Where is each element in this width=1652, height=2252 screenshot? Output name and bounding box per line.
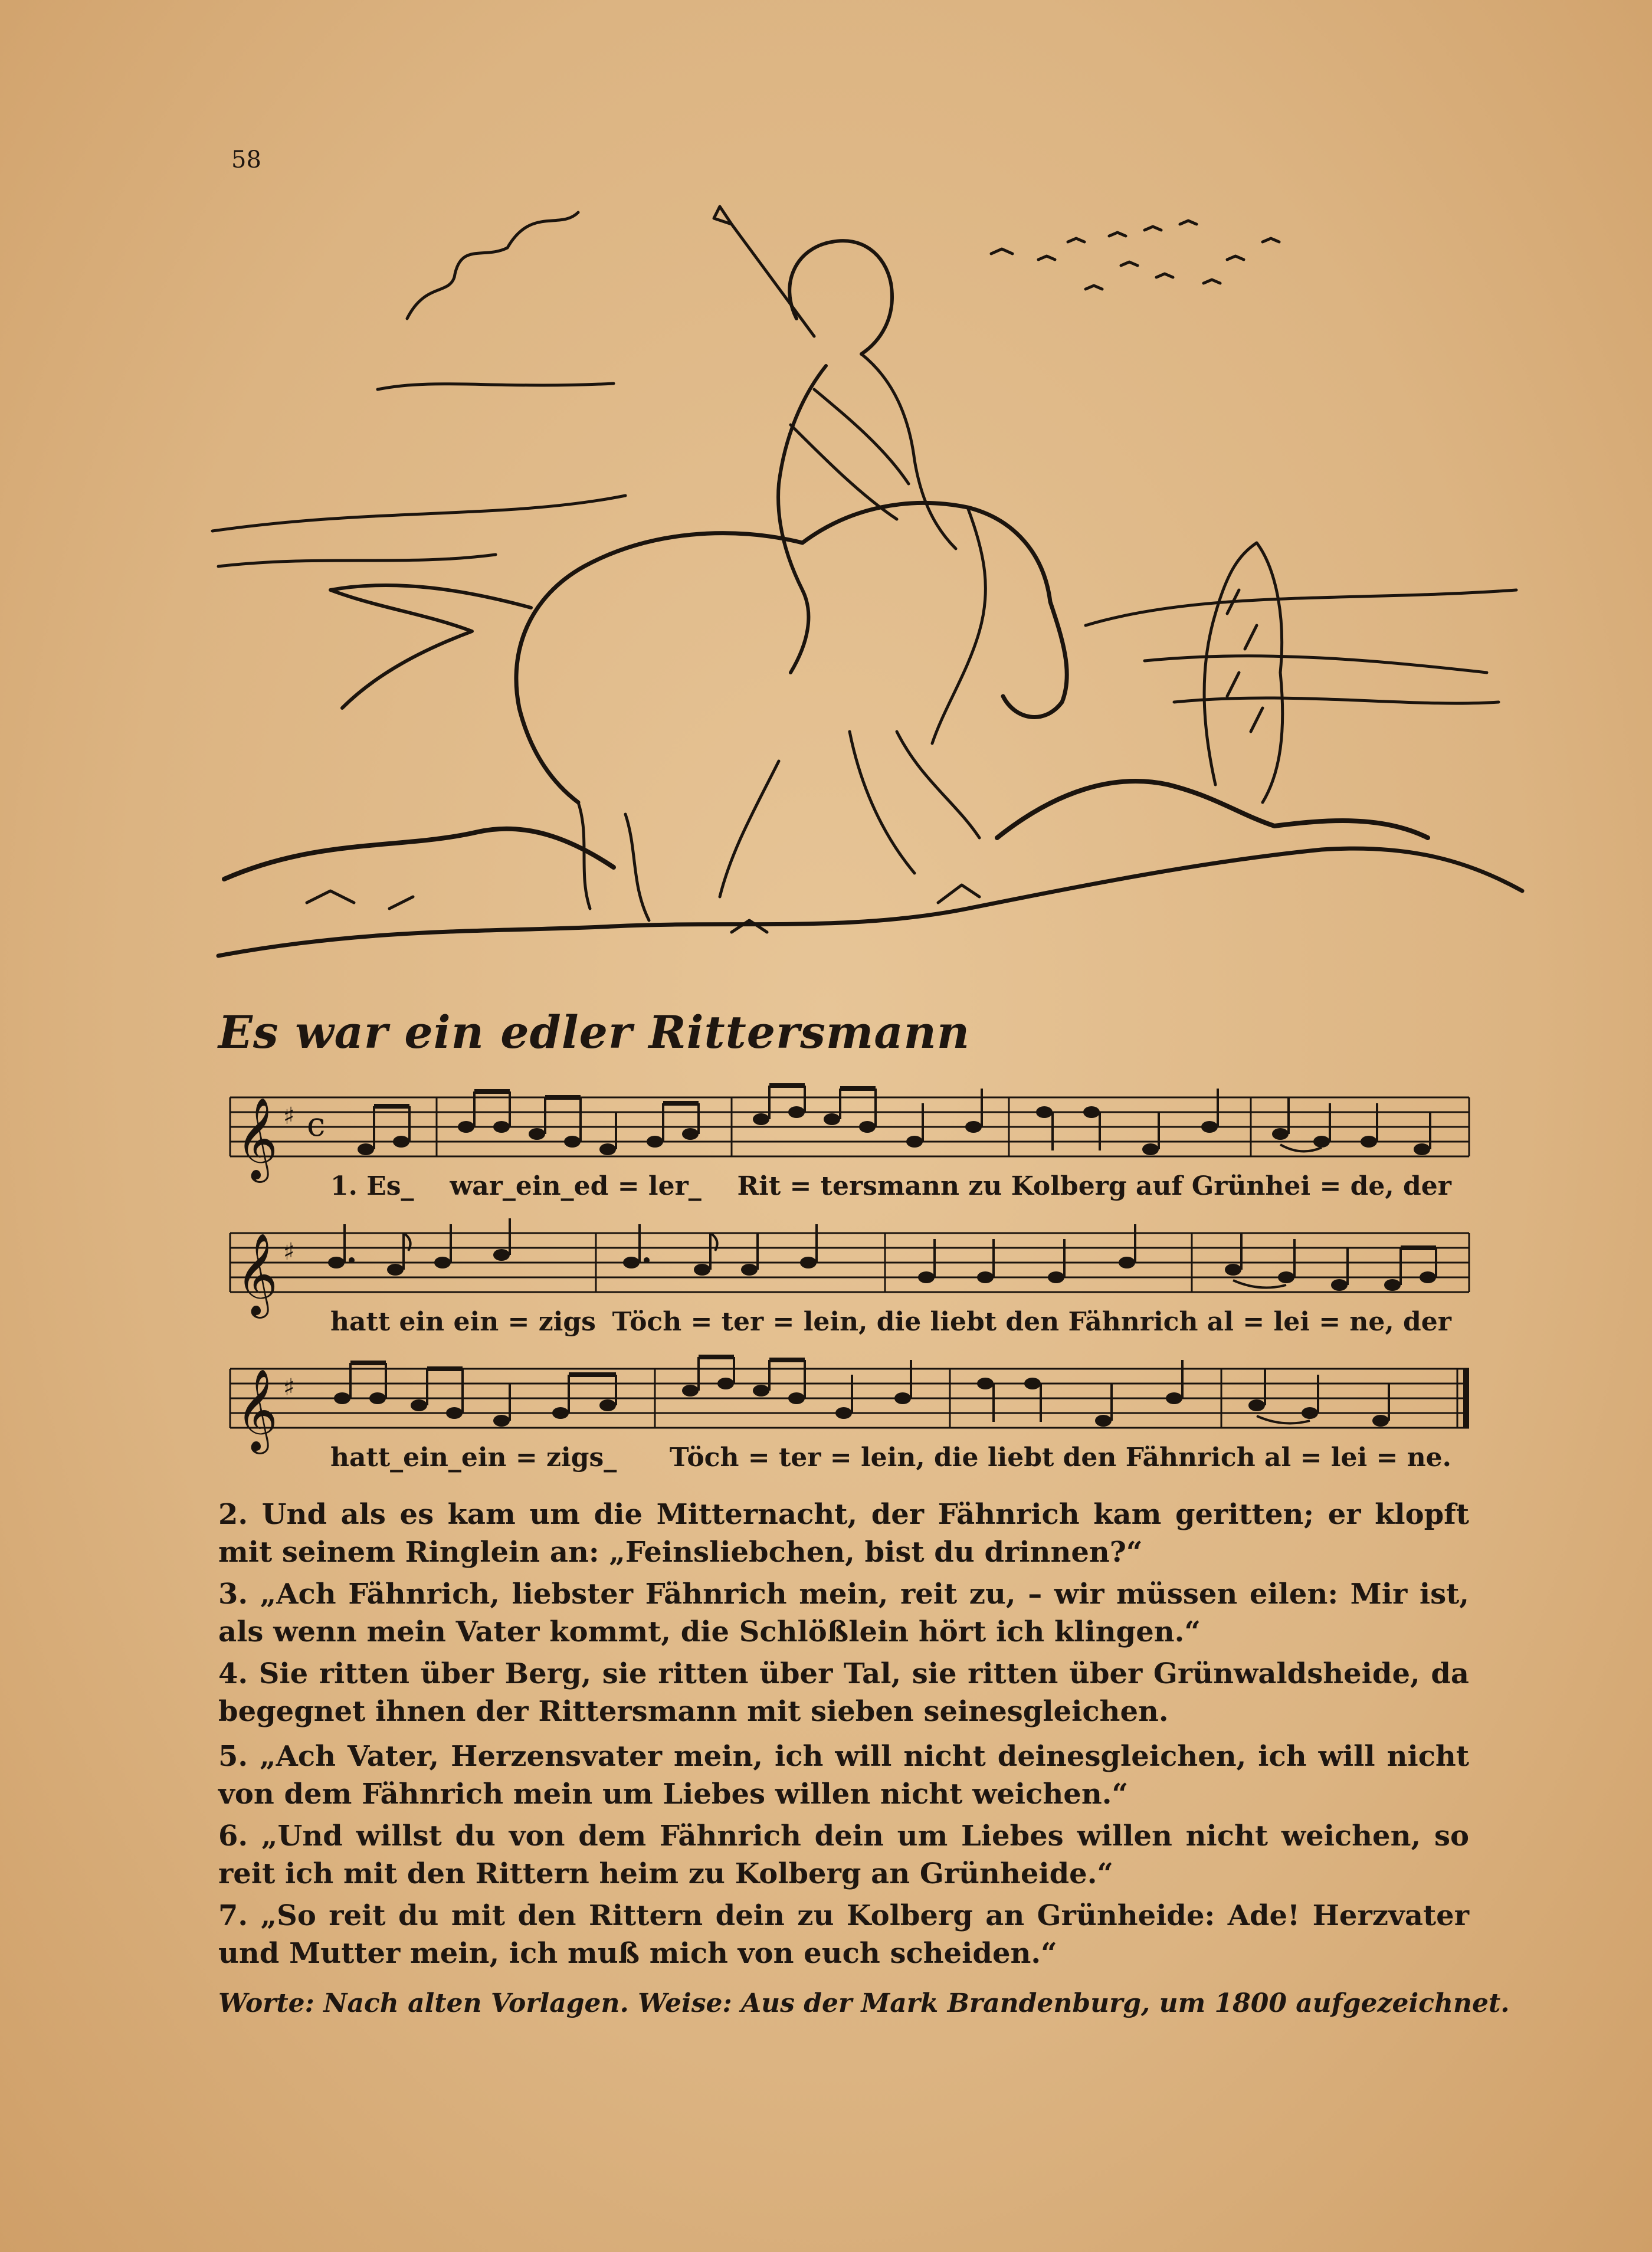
verse-2: 2. Und als es kam um die Mitternacht, der Fähnrich kam geritten; er klopft mit seinem Ringlein an: „Feinsliebchen, bist du drinnen?“ xyxy=(218,1498,1469,1569)
lyric-segment: 1. Es_ xyxy=(330,1171,414,1201)
credits-line: Worte: Nach alten Vorlagen. Weise: Aus der Mark Brandenburg, um 1800 aufgezeichnet. xyxy=(218,1988,1510,2018)
lyric-line-3 xyxy=(330,1443,1451,1473)
verse-7: 7. „So reit du mit den Rittern dein zu Kolberg an Grünheide: Ade! Herzvater und Mutter mein, ich muß mich von euch scheiden.“ xyxy=(218,1899,1469,1970)
lyric-segment: hatt_ein_ein = zigs_ xyxy=(330,1443,617,1473)
song-title: Es war ein edler Rittersmann xyxy=(218,1006,971,1058)
page-number: 58 xyxy=(231,146,261,173)
lyric-segment: hatt ein ein = zigs xyxy=(330,1307,596,1337)
lyric-segment: war_ein_ed = ler_ xyxy=(450,1171,702,1201)
svg-text:c: c xyxy=(307,1106,326,1144)
svg-text:𝄞: 𝄞 xyxy=(236,1369,278,1451)
lyric-line-1 xyxy=(330,1171,1451,1201)
verse-4: 4. Sie ritten über Berg, sie ritten über Tal, sie ritten über Grünwaldsheide, da begegnet ihnen der Rittersmann mit sieben seinesgleichen. xyxy=(218,1657,1469,1728)
svg-text:𝄞: 𝄞 xyxy=(236,1097,278,1179)
verse-3: 3. „Ach Fähnrich, liebster Fähnrich mein, reit zu, – wir müssen eilen: Mir ist, als wenn mein Vater kommt, die Schlößlein hört ich klingen.“ xyxy=(218,1578,1469,1648)
svg-text:♯: ♯ xyxy=(283,1374,295,1401)
verse-6: 6. „Und willst du von dem Fähnrich dein um Liebes willen nicht weichen, so reit ich mit den Rittern heim zu Kolberg an Grünheide.“ xyxy=(218,1820,1469,1890)
lyric-line-2 xyxy=(330,1307,1451,1337)
lyric-segment: Töch = ter = lein, die liebt den Fähnrich al = lei = ne, der xyxy=(612,1307,1451,1337)
svg-text:♯: ♯ xyxy=(283,1103,295,1130)
lyric-segment: Töch = ter = lein, die liebt den Fähnrich al = lei = ne. xyxy=(669,1443,1451,1473)
svg-text:♯: ♯ xyxy=(283,1238,295,1266)
rider-on-horse-illustration xyxy=(201,142,1540,985)
lyric-segment: Rit = tersmann zu Kolberg auf Grünhei = de, der xyxy=(737,1171,1451,1201)
svg-text:𝄞: 𝄞 xyxy=(236,1233,278,1315)
verse-5: 5. „Ach Vater, Herzensvater mein, ich will nicht deinesgleichen, ich will nicht von dem Fähnrich mein um Liebes willen nicht weichen.“ xyxy=(218,1740,1469,1811)
